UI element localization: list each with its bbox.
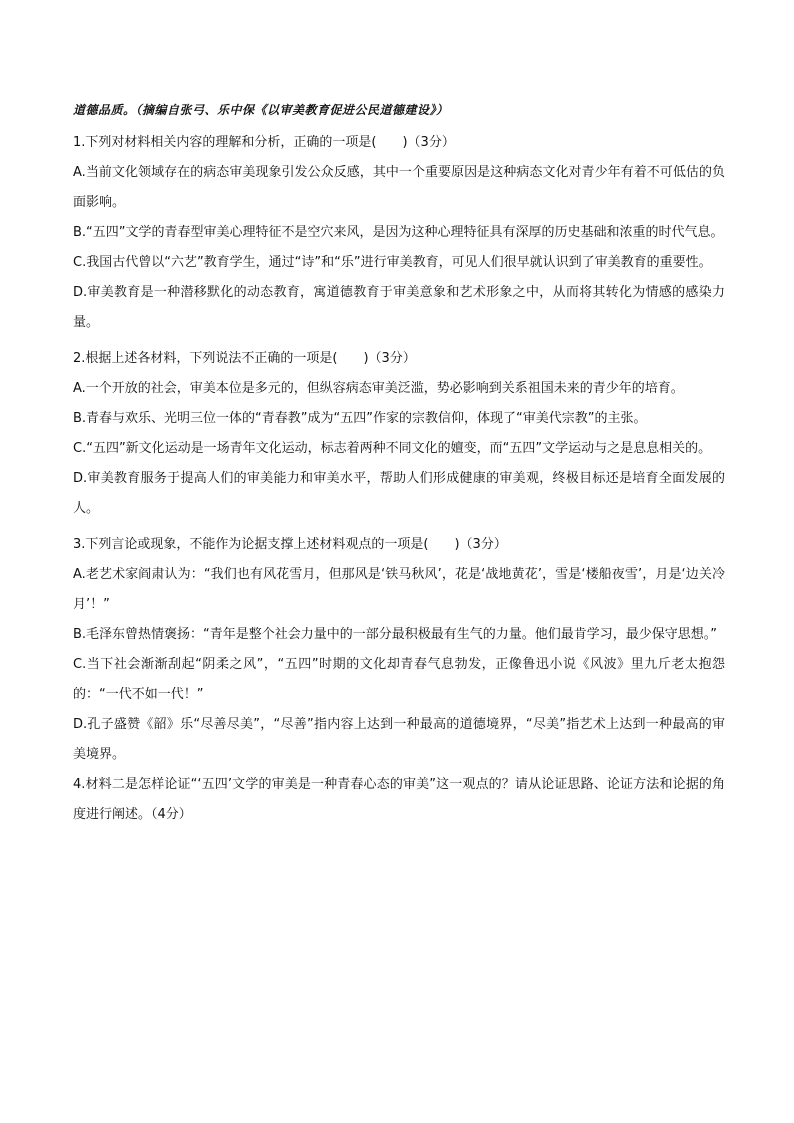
question-3 bbox=[73, 530, 725, 770]
document-content bbox=[73, 98, 725, 830]
question-1-title: 1.下列对材料相关内容的理解和分析，正确的一项是( )（3分） bbox=[73, 135, 455, 150]
question-2 bbox=[73, 344, 725, 524]
question-1-option-b: B.“五四”文学的青春型审美心理特征不是空穴来风，是因为这种心理特征具有深厚的历史基础和浓重的时代气息。 bbox=[73, 225, 724, 240]
question-1-option-a: A.当前文化领域存在的病态审美现象引发公众反感，其中一个重要原因是这种病态文化对青少年有着不可低估的负面影响。 bbox=[73, 165, 725, 210]
question-2-option-b: B.青春与欢乐、光明三位一体的“青春教”成为“五四”作家的宗教信仰，体现了“审美代宗教”的主张。 bbox=[73, 411, 647, 426]
question-4-title: 4.材料二是怎样论证“‘五四’文学的审美是一种青春心态的审美”这一观点的？请从论证思路、论证方法和论据的角度进行阐述。（4分） bbox=[73, 777, 725, 822]
question-1-option-c: C.我国古代曾以“六艺”教育学生，通过“诗”和“乐”进行审美教育，可见人们很早就认识到了审美教育的重要性。 bbox=[73, 255, 712, 270]
question-3-option-d: D.孔子盛赞《韶》乐“尽善尽美”，“尽善”指内容上达到一种最高的道德境界，“尽美”指艺术上达到一种最高的审美境界。 bbox=[73, 717, 725, 762]
question-3-option-a: A.老艺术家阎肃认为：“我们也有风花雪月，但那风是‘铁马秋风’，花是‘战地黄花’，雪是‘楼船夜雪’，月是‘边关冷月’！” bbox=[73, 567, 725, 612]
question-2-option-a: A.一个开放的社会，审美本位是多元的，但纵容病态审美泛滥，势必影响到关系祖国未来的青少年的培育。 bbox=[73, 381, 684, 396]
question-2-option-d: D.审美教育服务于提高人们的审美能力和审美水平，帮助人们形成健康的审美观，终极目标还是培育全面发展的人。 bbox=[73, 471, 725, 516]
question-2-title: 2.根据上述各材料，下列说法不正确的一项是( )（3分） bbox=[73, 351, 416, 366]
question-3-option-b: B.毛泽东曾热情褒扬：“青年是整个社会力量中的一部分最积极最有生气的力量。他们最肯学习，最少保守思想。” bbox=[73, 627, 718, 642]
source-citation-line: 道德品质。（摘编自张弓、乐中保《以审美教育促进公民道德建设》） bbox=[73, 103, 449, 117]
question-2-option-c: C.“五四”新文化运动是一场青年文化运动，标志着两种不同文化的嬗变，而“五四”文学运动与之是息息相关的。 bbox=[73, 441, 712, 456]
question-3-option-c: C.当下社会渐渐刮起“阴柔之风”，“五四”时期的文化却青春气息勃发，正像鲁迅小说《风波》里九斤老太抱怨的：“一代不如一代！” bbox=[73, 657, 725, 702]
question-3-title: 3.下列言论或现象，不能作为论据支撑上述材料观点的一项是( )（3分） bbox=[73, 537, 507, 552]
question-1-option-d: D.审美教育是一种潜移默化的动态教育，寓道德教育于审美意象和艺术形象之中，从而将其转化为情感的感染力量。 bbox=[73, 285, 725, 330]
question-1 bbox=[73, 128, 725, 338]
question-4 bbox=[73, 770, 725, 830]
